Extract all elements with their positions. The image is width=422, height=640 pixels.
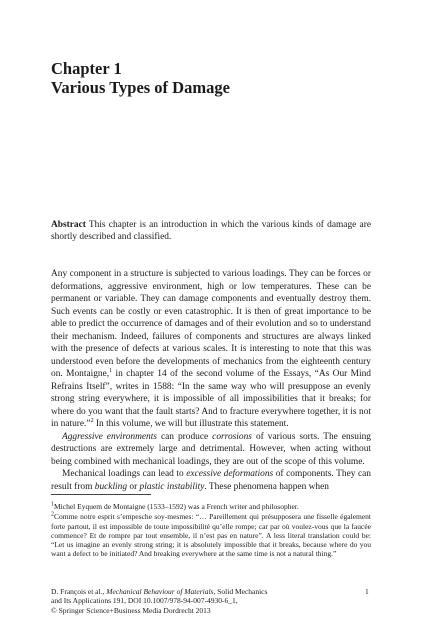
term-plastic-instability: plastic instability <box>139 481 205 492</box>
citation-authors: D. François et al., <box>51 587 107 596</box>
paragraph-3-text-a: Mechanical loadings can lead to <box>62 469 187 479</box>
abstract-text: This chapter is an introduction in which the various kinds of damage are shortly described and classified. <box>51 220 371 243</box>
footnote-divider <box>51 494 151 495</box>
citation-line-2: and Its Applications 191, DOI 10.1007/978-94-007-4930-6_1, <box>51 596 238 606</box>
paragraph-1-text-c: In this volume, we will but illustrate this statement. <box>93 419 289 429</box>
paragraph-1-text-a: Any component in a structure is subjected to various loadings. They can be forces or deformations, aggressive environment, high or low temperatures. These can be permanent or variable. They can damage components and eventually destroy them. Such events can be costly or even catastrophic. It is then of great importance to be able to predict the occurrence of damages and of their evolution and so to understand their mechanism. Indeed, failures of components and structures are always linked with the presence of defects at various scales. It is interesting to note that this was understood even before the developments of mechanics from the eighteenth century on. Montaigne, <box>51 269 371 379</box>
footnote-1-text: Michel Eyquem de Montaigne (1533–1592) was a French writer and philosopher. <box>54 502 299 511</box>
chapter-heading <box>51 59 371 97</box>
abstract-label: Abstract <box>51 220 86 230</box>
footnote-ref-2: 2 <box>90 417 94 424</box>
term-excessive-deformations: excessive deformations <box>186 469 274 479</box>
footnote-1 <box>51 502 371 511</box>
body-text <box>51 268 371 493</box>
paragraph-2-text-b: of various sorts. The ensuing destructions are extremely large and detrimental. However, when acting without being combined with mechanical loadings, they are out of the scope of this volume. <box>51 431 371 467</box>
paragraph-1-text-b: in chapter 14 of the second volume of the Essays, “As Our Mind Refrains Itself”, writes in 1588: “In the same way who will presuppose an evenly strong string everywhere, it is impossible of all impossibilities that it breaks; for where do you want that the fault starts? And to fracture everywhere together, it is not in nature.” <box>51 369 371 429</box>
paragraph-3-text-c: or <box>127 481 140 492</box>
citation-series: , Solid Mechanics <box>213 587 268 596</box>
citation-line-3: © Springer Science+Business Media Dordrecht 2013 <box>51 605 211 615</box>
chapter-title: Various Types of Damage <box>51 78 230 97</box>
chapter-label: Chapter 1 <box>51 59 122 78</box>
footnote-1-mark: 1 <box>51 501 54 508</box>
footnote-2-text: Comme notre esprit s’empesche soy-mesmes: “… Pareillement qui présupposera une fisselle également forte partout, il est impossible de toute impossibilité qu’elle rompe; car par où voulez-vous que la faucée commence? Et de rompre par tout ensemble, il n’est pas en nature”. A less literal translation could be: “Let us imagine an evenly strong string; it is absolutely impossible that it breaks, because where do you want a defect to be initiated? And breaking everywhere at the same time is not a natural thing.” <box>51 512 371 559</box>
paragraph-3 <box>51 468 371 493</box>
footnote-2 <box>51 512 371 558</box>
abstract <box>51 219 371 244</box>
citation-book-title: Mechanical Behaviour of Materials <box>106 587 214 596</box>
term-corrosions: corrosions <box>212 431 252 442</box>
term-buckling: buckling <box>94 481 128 492</box>
paragraph-2-text-a: can produce <box>156 431 213 442</box>
page-number: 1 <box>365 587 369 596</box>
paragraph-2 <box>51 431 371 469</box>
citation-block <box>51 587 311 615</box>
footnotes <box>51 502 371 560</box>
paragraph-1 <box>51 268 371 431</box>
citation-line-1 <box>51 587 311 596</box>
footnote-ref-1: 1 <box>109 367 113 374</box>
paragraph-3-text-b: of components. They can result from <box>51 469 371 492</box>
term-aggressive-environments: Aggressive environments <box>62 431 157 442</box>
footnote-2-mark: 2 <box>51 511 54 518</box>
paragraph-3-text-d: . These phenomena happen when <box>204 481 329 492</box>
